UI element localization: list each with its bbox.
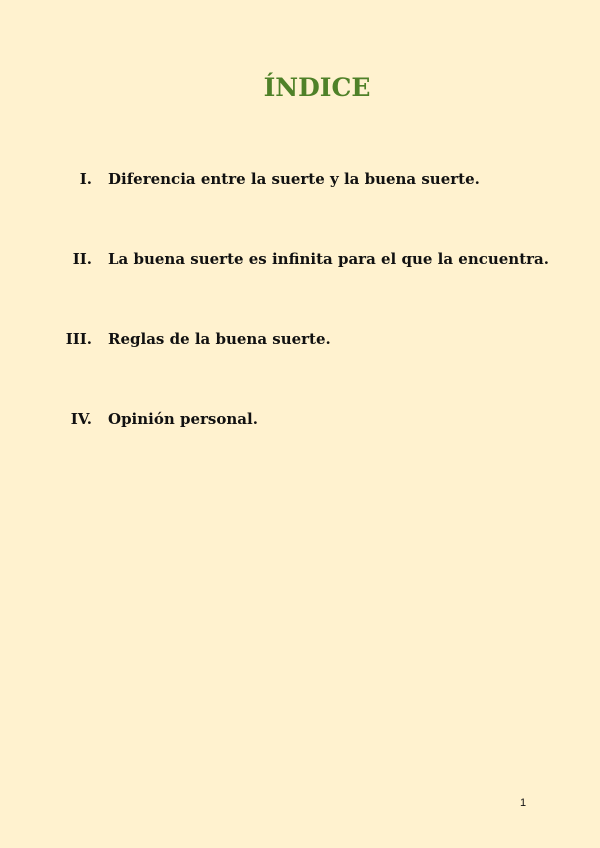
toc-numeral-1: I.	[79, 170, 92, 188]
toc-item-3	[0, 326, 600, 352]
page-number: 1	[519, 797, 527, 809]
toc-item-1	[0, 166, 600, 192]
toc-text-4: Opinión personal.	[108, 410, 258, 428]
toc-text-3: Reglas de la buena suerte.	[108, 330, 331, 348]
toc-numeral-4: IV.	[70, 410, 92, 428]
toc-numeral-2: II.	[72, 250, 92, 268]
toc-text-1: Diferencia entre la suerte y la buena suerte.	[108, 170, 480, 188]
toc-text-2: La buena suerte es infinita para el que la encuentra.	[108, 250, 549, 268]
toc-item-2	[0, 246, 600, 272]
toc-item-4	[0, 406, 600, 432]
page-title: ÍNDICE	[263, 73, 371, 102]
toc-numeral-3: III.	[65, 330, 92, 348]
